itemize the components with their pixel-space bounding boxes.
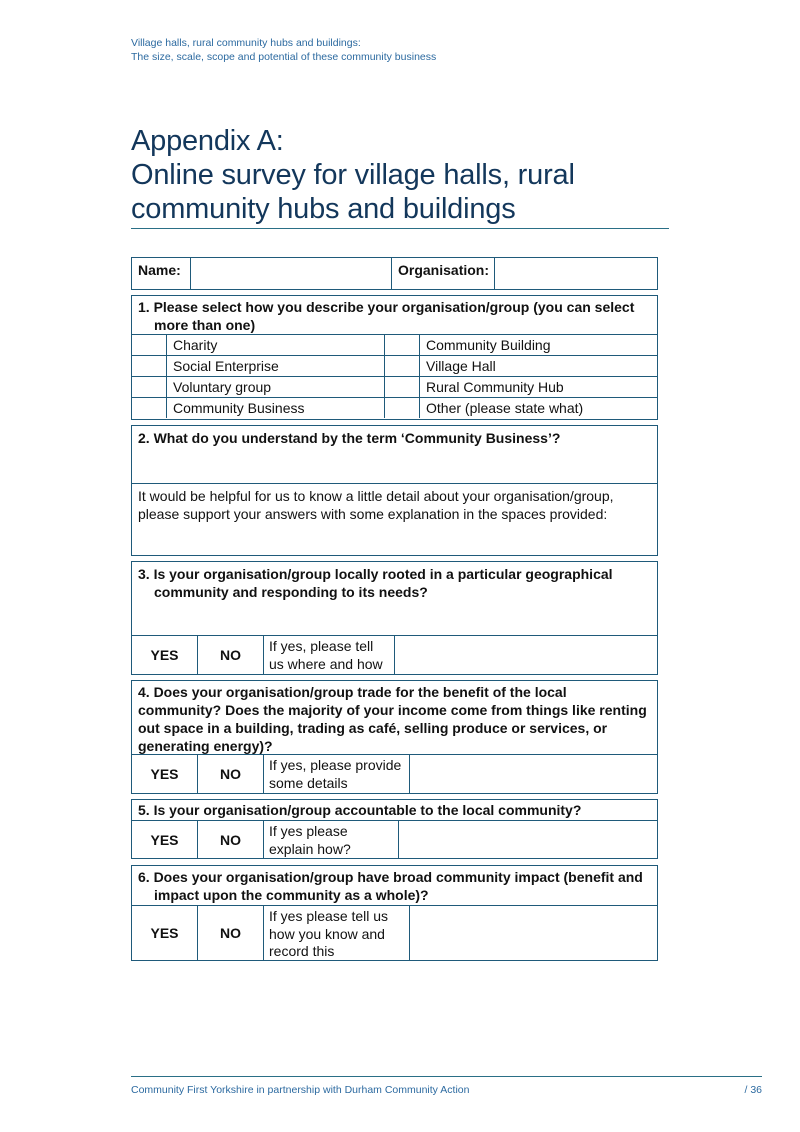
running-header-line-2: The size, scale, scope and potential of these community business <box>131 51 437 63</box>
checkbox-social-enterprise[interactable] <box>132 356 167 376</box>
organisation-field[interactable] <box>495 258 657 289</box>
question-1-heading: 1. Please select how you describe your organisation/group (you can select more than one) <box>138 299 635 333</box>
option-label: Other (please state what) <box>426 400 584 416</box>
name-field[interactable] <box>191 258 392 289</box>
yes-option[interactable]: YES <box>132 755 198 793</box>
option-label: Social Enterprise <box>167 356 385 376</box>
no-option[interactable]: NO <box>198 636 264 674</box>
answer-prompt: If yes, please tell us where and how <box>264 636 395 674</box>
question-2-note: It would be helpful for us to know a little detail about your organisation/group, please support your answers with some explanation in the spaces provided: <box>132 483 657 555</box>
checkbox-village-hall[interactable] <box>385 356 420 376</box>
question-2-heading: 2. What do you understand by the term ‘Community Business’? <box>138 430 561 446</box>
title-line-2: Online survey for village halls, rural <box>131 159 575 191</box>
option-label: Charity <box>167 335 385 355</box>
organisation-label: Organisation: <box>392 258 495 289</box>
answer-field[interactable] <box>399 821 657 858</box>
question-1-box <box>131 295 658 420</box>
answer-field[interactable] <box>410 755 657 793</box>
question-6-heading: 6. Does your organisation/group have broad community impact (benefit and impact upon the community as a whole)? <box>138 869 643 903</box>
yes-option[interactable]: YES <box>132 636 198 674</box>
title-line-1: Appendix A: <box>131 125 284 157</box>
checkbox-rural-community-hub[interactable] <box>385 377 420 397</box>
page-title <box>131 124 575 226</box>
question-4-heading: 4. Does your organisation/group trade for the benefit of the local community? Does the majority of your income come from things like renting out space in a building, trading as café, selling produce or services, or generating energy)? <box>138 684 647 754</box>
answer-prompt: If yes please tell us how you know and record this <box>264 906 410 960</box>
question-2-box <box>131 425 658 556</box>
checkbox-community-building[interactable] <box>385 335 420 355</box>
page-number: / 36 <box>744 1084 762 1096</box>
yes-option[interactable]: YES <box>132 906 198 960</box>
option-label: Voluntary group <box>167 377 385 397</box>
option-row <box>132 334 657 355</box>
running-header-line-1: Village halls, rural community hubs and buildings: <box>131 37 361 49</box>
question-6-box <box>131 865 658 961</box>
no-option[interactable]: NO <box>198 821 264 858</box>
answer-row <box>132 754 657 793</box>
question-3-box <box>131 561 658 675</box>
answer-row <box>132 635 657 674</box>
option-row <box>132 355 657 376</box>
checkbox-charity[interactable] <box>132 335 167 355</box>
footer-credit: Community First Yorkshire in partnership with Durham Community Action <box>131 1084 470 1096</box>
question-3-heading: 3. Is your organisation/group locally rooted in a particular geographical community and responding to its needs? <box>138 566 613 600</box>
checkbox-community-business[interactable] <box>132 398 167 418</box>
option-label: Village Hall <box>426 358 496 374</box>
question-4-box <box>131 680 658 794</box>
answer-field[interactable] <box>410 906 657 960</box>
title-divider <box>131 228 669 229</box>
name-label: Name: <box>132 258 191 289</box>
no-option[interactable]: NO <box>198 755 264 793</box>
answer-row <box>132 820 657 858</box>
option-label: Community Building <box>426 337 551 353</box>
no-option[interactable]: NO <box>198 906 264 960</box>
option-row <box>132 376 657 397</box>
checkbox-other[interactable] <box>385 398 420 418</box>
answer-row <box>132 905 657 960</box>
answer-prompt: If yes please explain how? <box>264 821 399 858</box>
name-organisation-row <box>131 257 658 290</box>
answer-field[interactable] <box>395 636 657 674</box>
option-label: Rural Community Hub <box>426 379 564 395</box>
answer-prompt: If yes, please provide some details <box>264 755 410 793</box>
option-label: Community Business <box>167 398 385 418</box>
title-line-3: community hubs and buildings <box>131 193 516 225</box>
question-5-heading: 5. Is your organisation/group accountable to the local community? <box>138 802 582 818</box>
question-5-box <box>131 799 658 859</box>
running-header <box>131 36 436 64</box>
footer-divider <box>131 1076 762 1077</box>
yes-option[interactable]: YES <box>132 821 198 858</box>
option-row <box>132 397 657 418</box>
checkbox-voluntary-group[interactable] <box>132 377 167 397</box>
